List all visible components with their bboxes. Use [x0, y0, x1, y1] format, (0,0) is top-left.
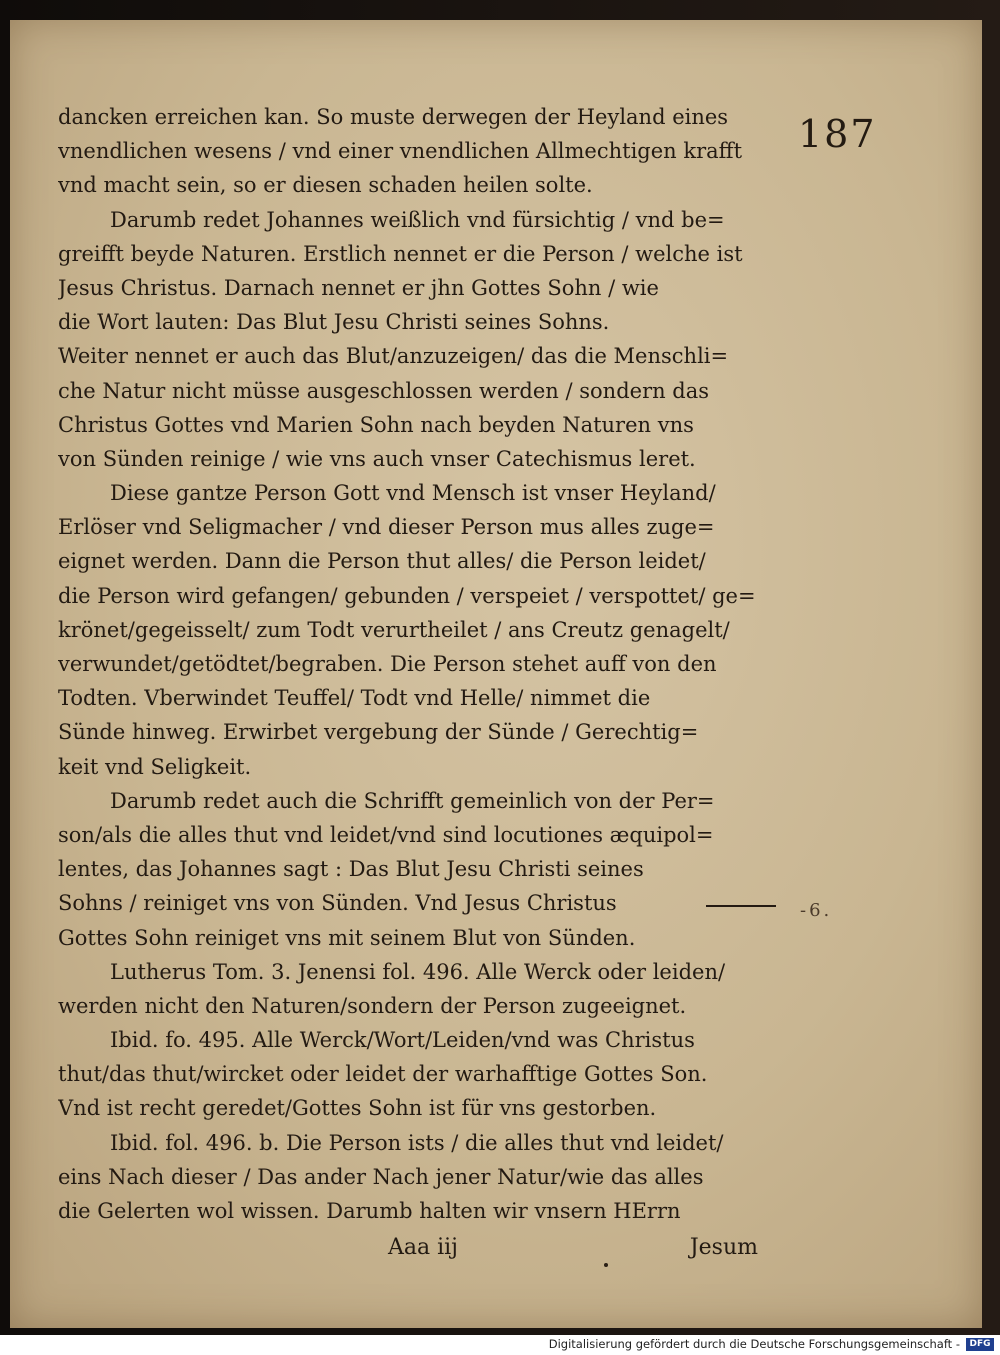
text-line: Erlöser vnd Seligmacher / vnd dieser Person mus alles zuge=	[58, 515, 715, 540]
signature-mark: Aaa iij	[388, 1235, 459, 1261]
text-block	[58, 100, 768, 1268]
text-line: son/als die alles thut vnd leidet/vnd sind locutiones æquipol=	[58, 822, 714, 847]
signature-row	[58, 1228, 768, 1268]
ink-dot	[604, 1263, 608, 1267]
footer-credit: Digitalisierung gefördert durch die Deutsche Forschungsgemeinschaft -	[548, 1337, 960, 1351]
text-line: Todten. Vberwindet Teuffel/ Todt vnd Helle/ nimmet die	[58, 686, 651, 711]
text-line: Darumb redet auch die Schrifft gemeinlich von der Per=	[110, 788, 715, 813]
text-line: krönet/gegeisselt/ zum Todt verurtheilet / ans Creutz genagelt/	[58, 617, 730, 642]
text-line: che Natur nicht müsse ausgeschlossen werden / sondern das	[58, 378, 710, 403]
text-line: die Person wird gefangen/ gebunden / verspeiet / verspottet/ ge=	[58, 583, 756, 608]
text-line: werden nicht den Naturen/sondern der Person zugeeignet.	[58, 993, 687, 1018]
text-line: Weiter nennet er auch das Blut/anzuzeigen/ das die Menschli=	[58, 344, 729, 369]
text-line: die Gelerten wol wissen. Darumb halten wir vnsern HErrn	[58, 1199, 681, 1223]
text-line: Vnd ist recht geredet/Gottes Sohn ist für vns gestorben.	[58, 1096, 657, 1121]
text-line: vnendlichen wesens / vnd einer vnendlichen Allmechtigen krafft	[58, 139, 743, 164]
text-line: Diese gantze Person Gott vnd Mensch ist vnser Heyland/	[110, 481, 716, 506]
dfg-logo: DFG	[966, 1338, 994, 1351]
text-line: eins Nach dieser / Das ander Nach jener Natur/wie das alles	[58, 1164, 704, 1189]
footer-bar	[0, 1335, 1000, 1355]
margin-note: -6.	[800, 900, 833, 921]
text-line: vnd macht sein, so er diesen schaden heilen solte.	[58, 173, 593, 198]
text-line: lentes, das Johannes sagt : Das Blut Jesu Christi seines	[58, 857, 644, 882]
text-line: Darumb redet Johannes weißlich vnd fürsichtig / vnd be=	[110, 207, 725, 232]
handwritten-strike-line	[706, 905, 776, 907]
text-line: greifft beyde Naturen. Erstlich nennet er die Person / welche ist	[58, 241, 743, 266]
text-line: Ibid. fo. 495. Alle Werck/Wort/Leiden/vnd was Christus	[110, 1028, 695, 1053]
text-line: dancken erreichen kan. So muste derwegen der Heyland eines	[58, 105, 729, 129]
text-line: Lutherus Tom. 3. Jenensi fol. 496. Alle Werck oder leiden/	[110, 959, 726, 984]
catchword: Jesum	[689, 1235, 758, 1261]
text-line: Ibid. fol. 496. b. Die Person ists / die alles thut vnd leidet/	[110, 1130, 724, 1155]
page-number: 187	[798, 112, 877, 156]
text-line: thut/das thut/wircket oder leidet der warhafftige Gottes Son.	[58, 1062, 708, 1087]
text-line: Sohns / reiniget vns von Sünden. Vnd Jesus Christus	[58, 891, 617, 916]
text-line: keit vnd Seligkeit.	[58, 754, 252, 779]
text-line: verwundet/getödtet/begraben. Die Person stehet auff von den	[58, 652, 717, 676]
text-line: Sünde hinweg. Erwirbet vergebung der Sünde / Gerechtig=	[58, 720, 699, 745]
text-line: Jesus Christus. Darnach nennet er jhn Gottes Sohn / wie	[58, 275, 659, 300]
text-line: eignet werden. Dann die Person thut alles/ die Person leidet/	[58, 549, 706, 574]
text-line: Gottes Sohn reiniget vns mit seinem Blut von Sünden.	[58, 925, 636, 950]
text-line: die Wort lauten: Das Blut Jesu Christi seines Sohns.	[58, 310, 610, 335]
text-line: von Sünden reinige / wie vns auch vnser Catechismus leret.	[58, 446, 696, 471]
text-line: Christus Gottes vnd Marien Sohn nach beyden Naturen vns	[58, 412, 694, 437]
scanned-page	[10, 20, 982, 1328]
